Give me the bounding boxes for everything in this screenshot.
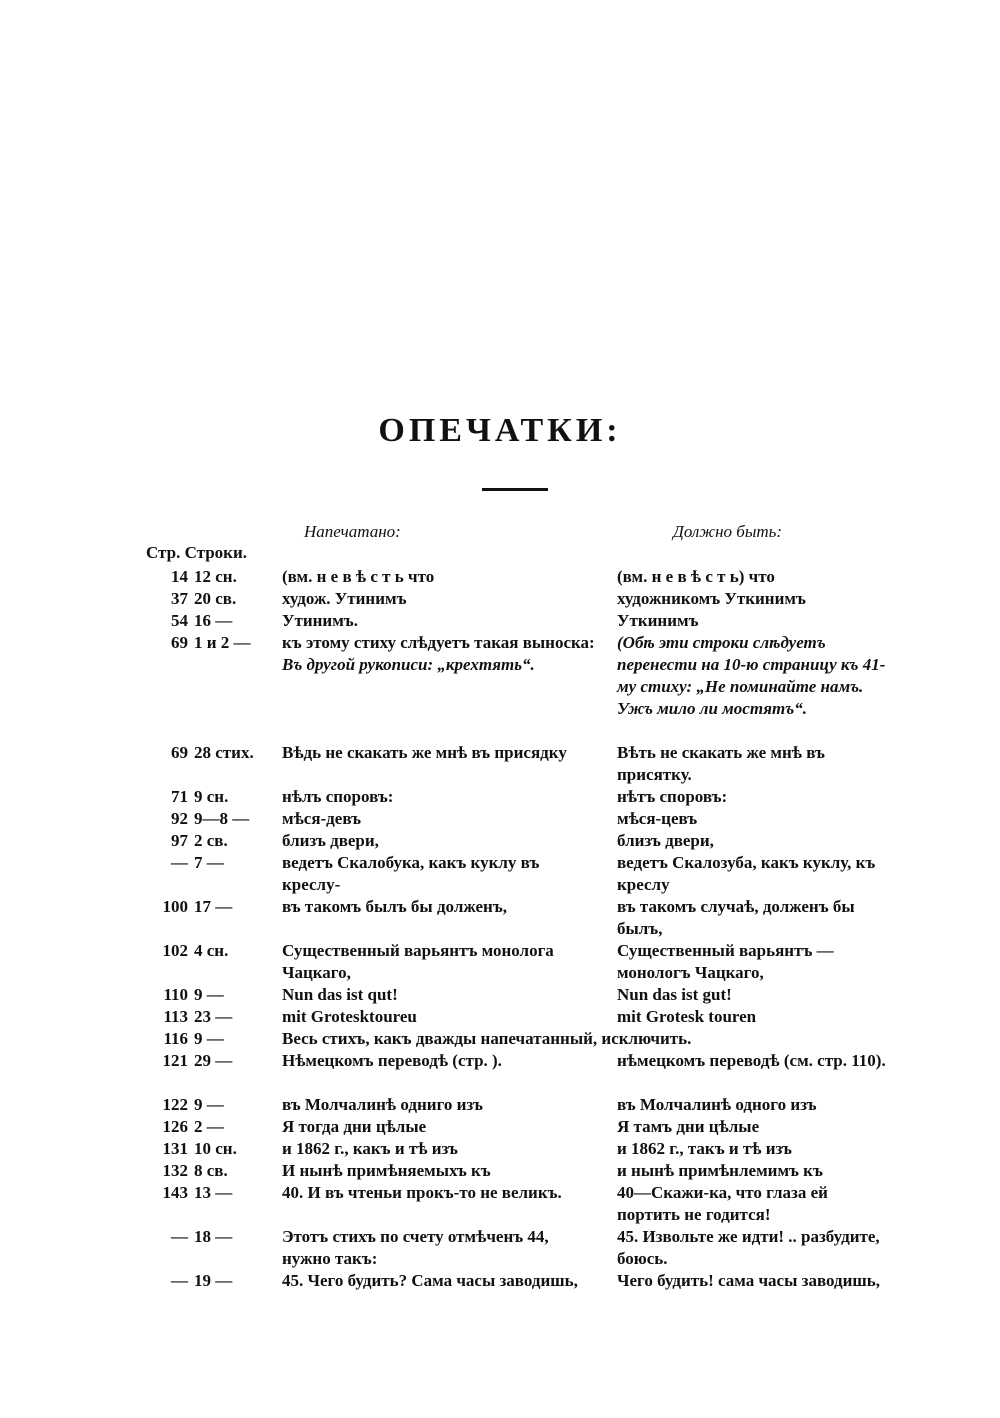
row-line: 17 —	[194, 897, 233, 916]
header-lines: Строки.	[184, 543, 247, 562]
errata-row	[0, 896, 1000, 940]
row-line: 20 св.	[194, 589, 237, 608]
row-printed-text: 45. Чего будить? Сама часы заводишь,	[282, 1271, 578, 1290]
row-correct: въ Молчалинѣ одного изъ	[617, 1095, 817, 1114]
row-printed	[282, 742, 598, 764]
column-header-page-lines	[146, 543, 247, 563]
errata-row	[0, 742, 1000, 786]
row-line: 10 сн.	[194, 1139, 237, 1158]
row-line: 12 сн.	[194, 567, 237, 586]
row-printed	[282, 1094, 598, 1116]
errata-row	[0, 1226, 1000, 1270]
row-printed-text: Nun das ist qut!	[282, 985, 398, 1004]
row-line: 19 —	[194, 1271, 233, 1290]
row-line: 9 —	[194, 1029, 224, 1048]
row-line: 16 —	[194, 611, 233, 630]
row-correct: и нынѣ примѣнлемимъ къ	[617, 1161, 823, 1180]
errata-row	[0, 1028, 1000, 1050]
row-page: 110	[163, 985, 188, 1004]
row-printed	[282, 786, 598, 808]
row-line: 9 —	[194, 985, 224, 1004]
row-printed	[282, 566, 598, 588]
row-line: 18 —	[194, 1227, 233, 1246]
row-printed	[282, 632, 598, 676]
row-correct: 40—Скажи-ка, что глаза ей портить не годится!	[617, 1183, 828, 1224]
errata-row	[0, 852, 1000, 896]
row-printed-text: нѣлъ споровъ:	[282, 787, 394, 806]
page-title: ОПЕЧАТКИ:	[378, 412, 622, 449]
errata-row	[0, 808, 1000, 830]
row-correct: 45. Извольте же идти! .. разбудите, боюсь.	[617, 1227, 880, 1268]
row-page: —	[171, 853, 188, 872]
row-printed-text: Вѣдь не скакать же мнѣ въ присядку	[282, 743, 567, 762]
errata-table	[0, 566, 1000, 1314]
row-page: 143	[162, 1183, 188, 1202]
row-line: 28 стих.	[194, 743, 254, 762]
row-page: 113	[163, 1007, 188, 1026]
row-printed-text: въ Молчалинѣ одниго изъ	[282, 1095, 483, 1114]
errata-row	[0, 1050, 1000, 1094]
row-page: 132	[162, 1161, 188, 1180]
row-page: 102	[162, 941, 188, 960]
row-printed	[282, 830, 598, 852]
row-correct: Nun das ist gut!	[617, 985, 732, 1004]
errata-row	[0, 588, 1000, 610]
row-correct: въ такомъ случаѣ, долженъ бы былъ,	[617, 897, 855, 938]
row-printed	[282, 1182, 598, 1204]
title-rule	[482, 488, 548, 491]
row-line: 7 —	[194, 853, 224, 872]
row-correct: близъ двери,	[617, 831, 714, 850]
row-page: 97	[171, 831, 188, 850]
errata-row	[0, 566, 1000, 588]
errata-row	[0, 1116, 1000, 1138]
row-printed-text: и 1862 г., какъ и тѣ изъ	[282, 1139, 458, 1158]
row-line: 9 —	[194, 1095, 224, 1114]
row-page: 54	[171, 611, 188, 630]
row-page: 126	[162, 1117, 188, 1136]
row-page: —	[171, 1227, 188, 1246]
row-printed	[282, 1050, 598, 1072]
row-printed	[282, 610, 598, 632]
row-page: 100	[162, 897, 188, 916]
errata-row	[0, 940, 1000, 984]
row-printed-text: въ такомъ былъ бы долженъ,	[282, 897, 507, 916]
row-correct: нѣмецкомъ переводѣ (см. стр. 110).	[617, 1051, 886, 1070]
row-printed	[282, 1226, 598, 1270]
row-line: 9 сн.	[194, 787, 229, 806]
row-printed	[282, 1270, 598, 1292]
errata-row	[0, 786, 1000, 808]
row-correct: ведетъ Скалозуба, какъ куклу, къ креслу	[617, 853, 876, 894]
errata-row	[0, 1006, 1000, 1028]
errata-row	[0, 984, 1000, 1006]
row-printed-text: близъ двери,	[282, 831, 379, 850]
row-page: 131	[162, 1139, 188, 1158]
row-printed	[282, 896, 598, 918]
row-printed-text: Нѣмецкомъ переводѣ (стр. ).	[282, 1051, 502, 1070]
row-line: 29 —	[194, 1051, 233, 1070]
row-line: 2 св.	[194, 831, 228, 850]
row-page: 92	[171, 809, 188, 828]
row-printed	[282, 984, 598, 1006]
row-correct: (вм. н е в ѣ с т ь) что	[617, 567, 775, 586]
errata-row	[0, 1094, 1000, 1116]
row-printed-text: ведетъ Скалобука, какъ куклу въ креслу-	[282, 853, 540, 894]
row-printed	[282, 1116, 598, 1138]
row-printed-text: mit Grotesktoureu	[282, 1007, 417, 1026]
row-printed	[282, 1138, 598, 1160]
row-printed-text: И нынѣ примѣняемыхъ къ	[282, 1161, 491, 1180]
row-page: 71	[171, 787, 188, 806]
row-correct: Вѣть не скакать же мнѣ въ присятку.	[617, 743, 825, 784]
row-span-text: Весь стихъ, какъ дважды напечатанный, исключить.	[282, 1029, 692, 1048]
row-line: 13 —	[194, 1183, 233, 1202]
row-printed-text: 40. И въ чтеньи прокъ-то не великъ.	[282, 1183, 562, 1202]
row-page: 122	[162, 1095, 188, 1114]
row-printed	[282, 852, 598, 896]
row-printed-text: Этотъ стихъ по счету отмѣченъ 44, нужно такъ:	[282, 1227, 549, 1268]
row-printed	[282, 940, 598, 984]
row-printed-text: Я тогда дни цѣлые	[282, 1117, 427, 1136]
row-correct: художникомъ Уткинимъ	[617, 589, 806, 608]
row-correct: mit Grotesk touren	[617, 1007, 757, 1026]
header-should-be: Должно быть:	[673, 522, 783, 541]
row-printed	[282, 808, 598, 830]
row-correct: (Обѣ эти строки слѣдуетъ перенести на 10-ю страницу къ 41-му стиху: „Не поминайте намъ. Ужъ мило ли мостятъ“.	[617, 633, 886, 718]
row-correct: Уткинимъ	[617, 611, 699, 630]
row-printed-text: (вм. н е в ѣ с т ь что	[282, 567, 435, 586]
errata-row	[0, 830, 1000, 852]
row-page: 37	[171, 589, 188, 608]
errata-row	[0, 632, 1000, 742]
row-printed-text: мѣся-девъ	[282, 809, 361, 828]
errata-row	[0, 1270, 1000, 1314]
row-printed-text: Утинимъ.	[282, 611, 358, 630]
row-printed-text: Существенный варьянтъ монолога Чацкаго,	[282, 941, 554, 982]
row-line: 23 —	[194, 1007, 233, 1026]
row-printed-text: къ этому стиху слѣдуетъ такая выноска:	[282, 633, 595, 652]
row-page: 116	[163, 1029, 188, 1048]
errata-row	[0, 1138, 1000, 1160]
row-line: 8 св.	[194, 1161, 228, 1180]
header-printed: Напечатано:	[304, 522, 401, 541]
row-printed	[282, 588, 598, 610]
row-page: 121	[162, 1051, 188, 1070]
row-line: 2 —	[194, 1117, 224, 1136]
header-page: Стр.	[146, 543, 181, 562]
row-page: 14	[171, 567, 188, 586]
errata-row	[0, 610, 1000, 632]
row-correct: нѣтъ споровъ:	[617, 787, 728, 806]
row-correct: Я тамъ дни цѣлые	[617, 1117, 760, 1136]
row-correct: Существенный варьянтъ — монологъ Чацкаго,	[617, 941, 834, 982]
row-line: 9—8 —	[194, 809, 250, 828]
row-line: 4 сн.	[194, 941, 229, 960]
row-correct: мѣся-цевъ	[617, 809, 698, 828]
row-correct: Чего будить! сама часы заводишь,	[617, 1271, 881, 1290]
row-printed-italic: Въ другой рукописи: „крехтять“.	[282, 655, 535, 674]
row-page: —	[171, 1271, 188, 1290]
row-page: 69	[171, 633, 188, 652]
row-printed	[282, 1160, 598, 1182]
row-line: 1 и 2 —	[194, 633, 251, 652]
row-page: 69	[171, 743, 188, 762]
row-printed-text: худож. Утинимъ	[282, 589, 407, 608]
row-printed	[282, 1006, 598, 1028]
errata-row	[0, 1182, 1000, 1226]
errata-row	[0, 1160, 1000, 1182]
row-correct: и 1862 г., такъ и тѣ изъ	[617, 1139, 792, 1158]
